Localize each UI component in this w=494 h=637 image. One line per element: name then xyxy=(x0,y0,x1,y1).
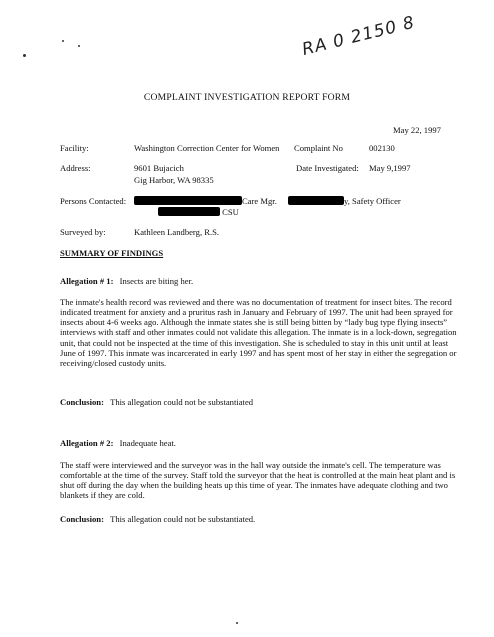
address-line-1: 9601 Bujacich xyxy=(134,163,184,173)
allegation-2-body: The staff were interviewed and the surveyor was in the hall way outside the inmate's cell. The temperature was comfortable at the time of the survey. Staff told the surveyor that the heat is controlled at the main heat plant and is shut off during the day when the building heats up this time of year. The inmates have adequate clothing and two blankets if they are cold. xyxy=(60,460,456,501)
allegation-1-text: Insects are biting her. xyxy=(119,276,194,286)
persons-contacted-3 xyxy=(288,196,401,206)
conclusion-2-text: This allegation could not be substantiated. xyxy=(110,514,256,524)
allegation-1-heading xyxy=(60,276,193,286)
allegation-2-label: Allegation # 2: xyxy=(60,438,114,448)
allegation-1-body: The inmate's health record was reviewed and there was no documentation of treatment for insect bites. The record indicated treatment for anxiety and a pruritus rash in January and February of 1997. The unit had been sprayed for insects about 4-6 weeks ago. Although the inmate states she is still being bitten by “lady bug type flying insects” interviews with staff and other inmates could not validate this allegation. The inmate is in a lock-down, segregation unit, that could not be inspected at the time of this investigation. She is scheduled to stay in this unit until at least June of 1997. This inmate was incarcerated in early 1997 and has spent most of her stay in either the segregation or receiving/closed custody units. xyxy=(60,297,457,368)
address-line-2: Gig Harbor, WA 98335 xyxy=(134,175,214,185)
complaint-label: Complaint No xyxy=(294,143,343,153)
address-label: Address: xyxy=(60,163,91,173)
facility-value: Washington Correction Center for Women xyxy=(134,143,280,153)
allegation-1-conclusion xyxy=(60,397,253,407)
scan-speck xyxy=(62,40,64,42)
scan-speck xyxy=(23,54,26,57)
redaction-bar xyxy=(158,207,220,216)
complaint-value: 002130 xyxy=(369,143,395,153)
allegation-2-conclusion xyxy=(60,514,255,524)
summary-heading: SUMMARY OF FINDINGS xyxy=(60,248,164,258)
date-investigated-label: Date Investigated: xyxy=(296,163,359,173)
redaction-bar xyxy=(134,196,242,205)
conclusion-1-label: Conclusion: xyxy=(60,397,104,407)
persons-contacted-2-suffix: CSU xyxy=(222,207,239,217)
persons-contacted-label: Persons Contacted: xyxy=(60,196,127,206)
surveyed-by-label: Surveyed by: xyxy=(60,227,106,237)
handwritten-note: RA 0 2150 8 xyxy=(300,12,418,61)
redaction-bar xyxy=(288,196,344,205)
scan-speck xyxy=(78,45,80,47)
allegation-1-label: Allegation # 1: xyxy=(60,276,114,286)
surveyed-by-value: Kathleen Landberg, R.S. xyxy=(134,227,220,237)
persons-contacted-2 xyxy=(134,207,239,217)
date-investigated-value: May 9,1997 xyxy=(369,163,411,173)
allegation-2-heading xyxy=(60,438,176,448)
page-title: COMPLAINT INVESTIGATION REPORT FORM xyxy=(143,92,351,103)
persons-contacted-1-suffix: Care Mgr. xyxy=(242,196,277,206)
scan-speck xyxy=(236,622,238,624)
report-date: May 22, 1997 xyxy=(393,125,441,135)
conclusion-2-label: Conclusion: xyxy=(60,514,104,524)
facility-label: Facility: xyxy=(60,143,89,153)
allegation-2-text: Inadequate heat. xyxy=(119,438,176,448)
persons-contacted-1 xyxy=(134,196,277,206)
conclusion-1-text: This allegation could not be substantiated xyxy=(110,397,254,407)
persons-contacted-3-suffix: y, Safety Officer xyxy=(344,196,401,206)
